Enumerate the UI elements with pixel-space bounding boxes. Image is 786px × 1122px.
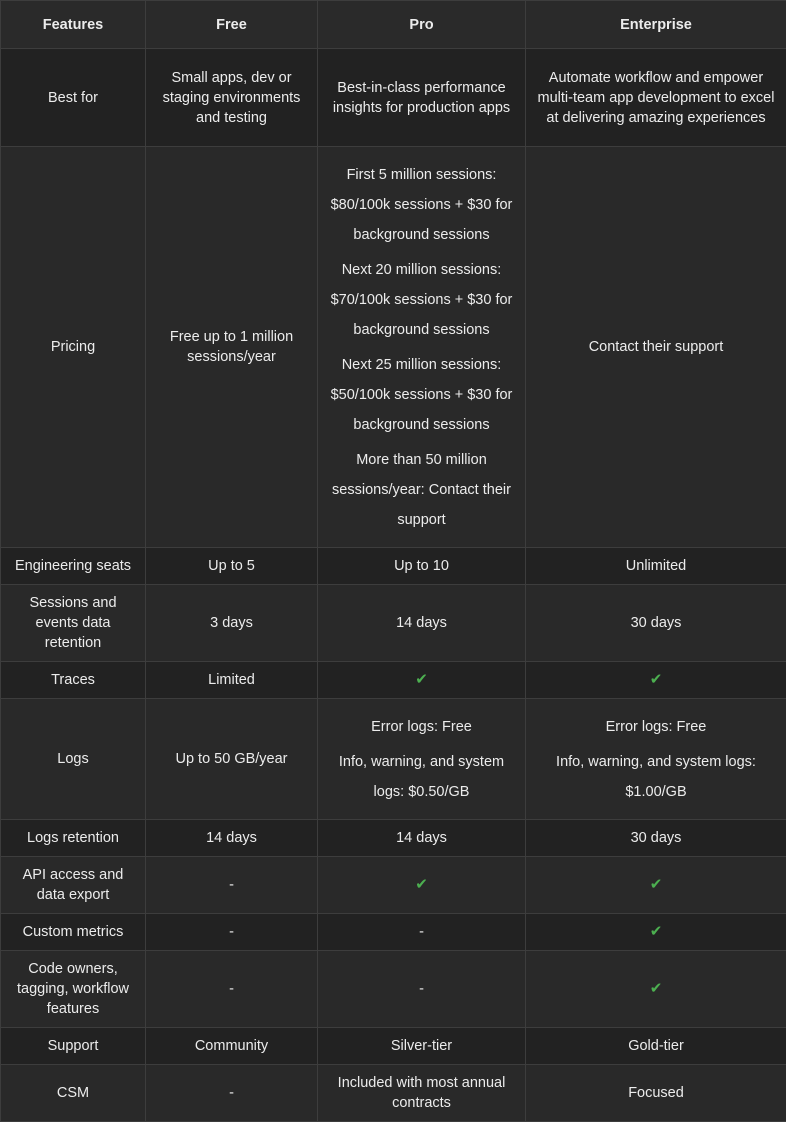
pro-cell: -	[318, 914, 526, 951]
feature-label: Engineering seats	[1, 548, 146, 585]
pricing-tier-4: More than 50 million sessions/year: Contact their support	[332, 451, 511, 528]
free-cell: -	[146, 1065, 318, 1122]
row-code-owners	[1, 951, 786, 1028]
free-cell: -	[146, 857, 318, 914]
feature-label: Custom metrics	[1, 914, 146, 951]
enterprise-cell	[526, 857, 786, 914]
enterprise-cell	[526, 662, 786, 699]
feature-label: Pricing	[1, 147, 146, 548]
feature-label: Logs	[1, 699, 146, 820]
enterprise-cell	[526, 914, 786, 951]
row-logs-retention	[1, 820, 786, 857]
free-cell: Small apps, dev or staging environments and testing	[146, 49, 318, 147]
feature-label: Sessions and events data retention	[1, 585, 146, 662]
check-icon: ✔	[649, 671, 663, 688]
logs-line-2: Info, warning, and system logs: $1.00/GB	[556, 753, 756, 800]
pro-cell: -	[318, 951, 526, 1028]
header-enterprise: Enterprise	[526, 1, 786, 49]
row-logs	[1, 699, 786, 820]
logs-line-1: Error logs: Free	[605, 718, 707, 735]
free-cell: Community	[146, 1028, 318, 1065]
row-traces	[1, 662, 786, 699]
row-api-access	[1, 857, 786, 914]
pricing-tier-1: First 5 million sessions: $80/100k sessions + $30 for background sessions	[330, 166, 513, 243]
enterprise-cell	[526, 699, 786, 820]
free-cell: 3 days	[146, 585, 318, 662]
check-icon: ✔	[415, 671, 428, 688]
header-pro: Pro	[318, 1, 526, 49]
feature-label: API access and data export	[1, 857, 146, 914]
enterprise-cell: 30 days	[526, 820, 786, 857]
header-row	[1, 1, 786, 49]
feature-label: Traces	[1, 662, 146, 699]
pro-cell: Included with most annual contracts	[318, 1065, 526, 1122]
free-cell: Up to 5	[146, 548, 318, 585]
feature-label: Logs retention	[1, 820, 146, 857]
row-custom-metrics	[1, 914, 786, 951]
enterprise-cell	[526, 951, 786, 1028]
check-icon: ✔	[649, 876, 663, 893]
pro-cell: Up to 10	[318, 548, 526, 585]
pro-cell: 14 days	[318, 585, 526, 662]
header-features: Features	[1, 1, 146, 49]
pricing-tier-3: Next 25 million sessions: $50/100k sessions + $30 for background sessions	[330, 356, 513, 433]
check-icon: ✔	[649, 980, 663, 997]
pro-cell: Silver-tier	[318, 1028, 526, 1065]
free-cell: Limited	[146, 662, 318, 699]
free-cell: Free up to 1 million sessions/year	[146, 147, 318, 548]
logs-line-1: Error logs: Free	[371, 718, 472, 735]
row-best-for	[1, 49, 786, 147]
pro-cell	[318, 147, 526, 548]
check-icon: ✔	[649, 923, 663, 940]
pro-cell	[318, 699, 526, 820]
free-cell: Up to 50 GB/year	[146, 699, 318, 820]
free-cell: 14 days	[146, 820, 318, 857]
row-pricing	[1, 147, 786, 548]
row-support	[1, 1028, 786, 1065]
feature-label: Code owners, tagging, workflow features	[1, 951, 146, 1028]
pro-cell: Best-in-class performance insights for production apps	[318, 49, 526, 147]
row-engineering-seats	[1, 548, 786, 585]
enterprise-cell: Automate workflow and empower multi-team app development to excel at delivering amazing experiences	[526, 49, 786, 147]
enterprise-cell: Contact their support	[526, 147, 786, 548]
logs-line-2: Info, warning, and system logs: $0.50/GB	[338, 753, 505, 800]
check-icon: ✔	[415, 876, 428, 893]
pricing-tier-2: Next 20 million sessions: $70/100k sessions + $30 for background sessions	[330, 261, 513, 338]
free-cell: -	[146, 914, 318, 951]
enterprise-cell: Unlimited	[526, 548, 786, 585]
header-free: Free	[146, 1, 318, 49]
enterprise-cell: 30 days	[526, 585, 786, 662]
pro-cell	[318, 857, 526, 914]
feature-label: Best for	[1, 49, 146, 147]
row-csm	[1, 1065, 786, 1122]
enterprise-cell: Focused	[526, 1065, 786, 1122]
feature-label: CSM	[1, 1065, 146, 1122]
free-cell: -	[146, 951, 318, 1028]
row-data-retention	[1, 585, 786, 662]
enterprise-cell: Gold-tier	[526, 1028, 786, 1065]
feature-label: Support	[1, 1028, 146, 1065]
pro-cell: 14 days	[318, 820, 526, 857]
pro-cell	[318, 662, 526, 699]
